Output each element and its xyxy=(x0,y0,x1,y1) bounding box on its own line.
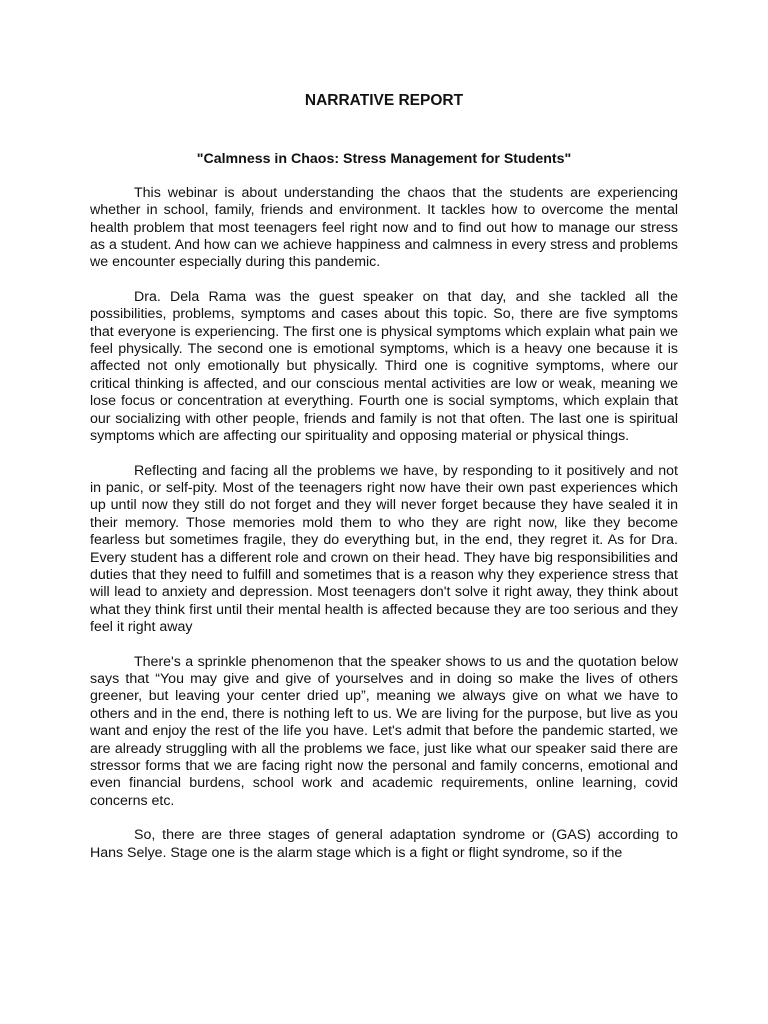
paragraph-5: So, there are three stages of general adaptation syndrome or (GAS) according to Hans Selye. Stage one is the alarm stage which is a fight or flight syndrome, so if the xyxy=(90,827,678,861)
paragraph-4: There's a sprinkle phenomenon that the speaker shows to us and the quotation below says that “You may give and give of yourselves and in doing so make the lives of others greener, but leaving your center dried up”, meaning we always give on what we have to others and in the end, there is nothing left to us. We are living for the purpose, but live as you want and enjoy the rest of the life you have. Let's admit that before the pandemic started, we are already struggling with all the problems we face, just like what our speaker said there are stressor forms that we are facing right now the personal and family concerns, emotional and even financial burdens, school work and academic requirements, online learning, covid concerns etc. xyxy=(90,653,678,809)
paragraph-3: Reflecting and facing all the problems we have, by responding to it positively and not in panic, or self-pity. Most of the teenagers right now have their own past experiences which up until now they still do not forget and they will never forget because they have sealed it in their memory. Those memories mold them to who they are right now, like they become fearless but sometimes fragile, they do everything but, in the end, they regret it. As for Dra. Every student has a different role and crown on their head. They have big responsibilities and duties that they need to fulfill and sometimes that is a reason why they experience stress that will lead to anxiety and depression. Most teenagers don't solve it right away, they think about what they think first until their mental health is affected because they are too serious and they feel it right away xyxy=(90,462,678,636)
document-page xyxy=(90,92,678,879)
document-subtitle: "Calmness in Chaos: Stress Management for Students" xyxy=(196,151,572,168)
paragraph-1: This webinar is about understanding the chaos that the students are experiencing whether in school, family, friends and environment. It tackles how to overcome the mental health problem that most teenagers feel right now and to find out how to manage our stress as a student. And how can we achieve happiness and calmness in every stress and problems we encounter especially during this pandemic. xyxy=(90,184,678,271)
paragraph-2: Dra. Dela Rama was the guest speaker on that day, and she tackled all the possibilities, problems, symptoms and cases about this topic. So, there are five symptoms that everyone is experiencing. The first one is physical symptoms which explain what pain we feel physically. The second one is emotional symptoms, which is a heavy one because it is affected not only emotionally but physically. Third one is cognitive symptoms, where our critical thinking is affected, and our conscious mental activities are low or weak, meaning we lose focus or concentration at everything. Fourth one is social symptoms, which explain that our socializing with other people, friends and family is not that often. The last one is spiritual symptoms which are affecting our spirituality and opposing material or physical things. xyxy=(90,288,678,445)
document-title: NARRATIVE REPORT xyxy=(304,92,464,109)
